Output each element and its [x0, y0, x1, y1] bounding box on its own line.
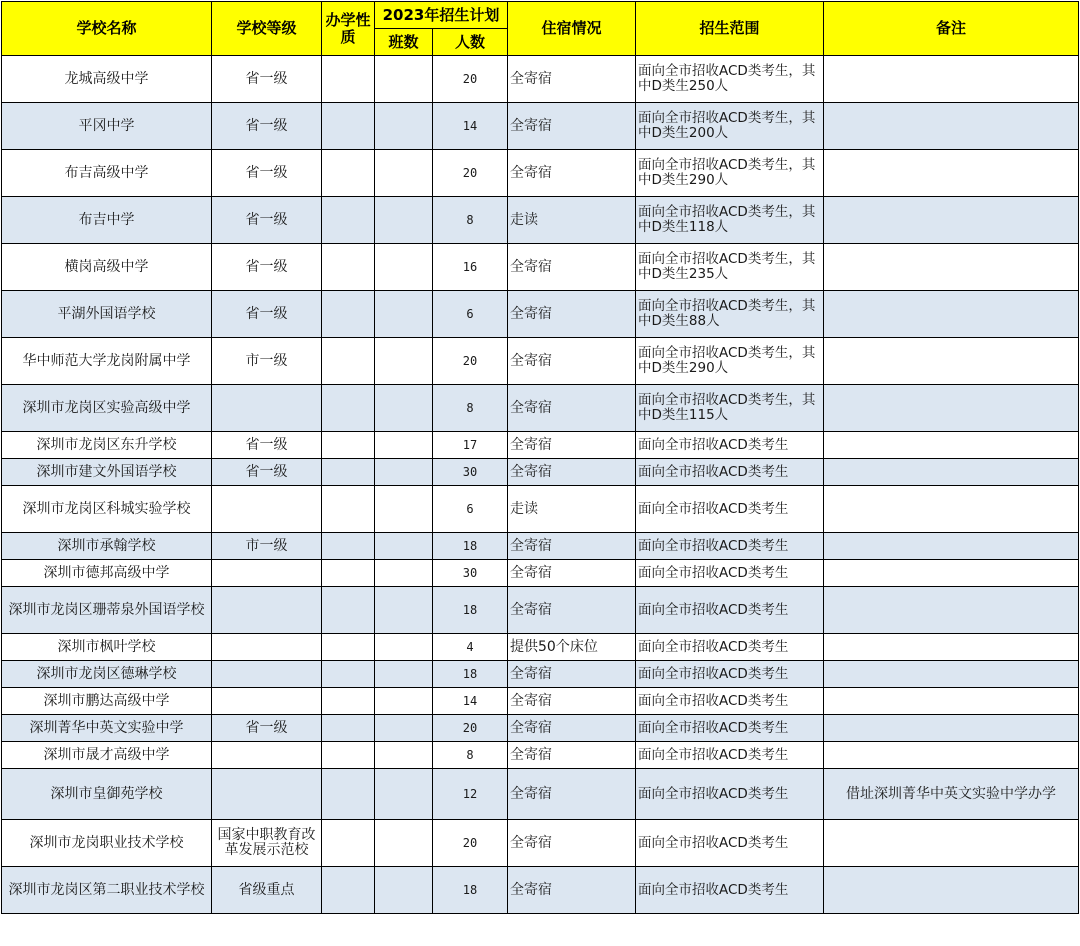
nature-cell: [322, 634, 375, 661]
boarding-cell: 全寄宿: [508, 244, 636, 291]
scope-cell: 面向全市招收ACD类考生: [636, 867, 824, 914]
school-level-cell: 省一级: [212, 291, 322, 338]
remarks-cell: [824, 486, 1079, 533]
boarding-cell: 全寄宿: [508, 56, 636, 103]
scope-cell: 面向全市招收ACD类考生: [636, 715, 824, 742]
school-name-cell: 深圳市建文外国语学校: [2, 459, 212, 486]
classes-cell: [375, 867, 433, 914]
table-row: [2, 459, 1079, 486]
people-cell: 16: [433, 244, 508, 291]
people-cell: 18: [433, 533, 508, 560]
boarding-cell: 全寄宿: [508, 688, 636, 715]
school-level-cell: 省一级: [212, 197, 322, 244]
people-cell: 6: [433, 291, 508, 338]
people-cell: 20: [433, 820, 508, 867]
remarks-cell: [824, 634, 1079, 661]
scope-cell: 面向全市招收ACD类考生: [636, 459, 824, 486]
scope-cell: 面向全市招收ACD类考生，其中D类生115人: [636, 385, 824, 432]
school-name-cell: 深圳市龙岗区东升学校: [2, 432, 212, 459]
people-cell: 18: [433, 661, 508, 688]
table-row: [2, 560, 1079, 587]
table-row: [2, 820, 1079, 867]
school-name-cell: 深圳菁华中英文实验中学: [2, 715, 212, 742]
table-row: [2, 634, 1079, 661]
school-level-cell: [212, 560, 322, 587]
school-name-cell: 平湖外国语学校: [2, 291, 212, 338]
people-cell: 30: [433, 459, 508, 486]
people-cell: 17: [433, 432, 508, 459]
classes-cell: [375, 244, 433, 291]
school-level-cell: 省一级: [212, 150, 322, 197]
scope-cell: 面向全市招收ACD类考生: [636, 769, 824, 820]
scope-cell: 面向全市招收ACD类考生，其中D类生88人: [636, 291, 824, 338]
school-level-cell: [212, 769, 322, 820]
people-cell: 18: [433, 587, 508, 634]
nature-cell: [322, 688, 375, 715]
boarding-cell: 全寄宿: [508, 150, 636, 197]
nature-cell: [322, 103, 375, 150]
classes-cell: [375, 338, 433, 385]
boarding-cell: 全寄宿: [508, 291, 636, 338]
table-row: [2, 769, 1079, 820]
school-name-cell: 深圳市龙岗职业技术学校: [2, 820, 212, 867]
boarding-cell: 走读: [508, 197, 636, 244]
nature-cell: [322, 661, 375, 688]
school-level-cell: 省级重点: [212, 867, 322, 914]
school-name-cell: 深圳市皇御苑学校: [2, 769, 212, 820]
remarks-cell: [824, 103, 1079, 150]
nature-cell: [322, 715, 375, 742]
school-name-cell: 深圳市龙岗区实验高级中学: [2, 385, 212, 432]
boarding-cell: 全寄宿: [508, 769, 636, 820]
remarks-cell: [824, 432, 1079, 459]
school-name-cell: 华中师范大学龙岗附属中学: [2, 338, 212, 385]
remarks-cell: [824, 197, 1079, 244]
remarks-cell: [824, 742, 1079, 769]
header-boarding: 住宿情况: [508, 2, 636, 56]
classes-cell: [375, 432, 433, 459]
nature-cell: [322, 486, 375, 533]
people-cell: 18: [433, 867, 508, 914]
scope-cell: 面向全市招收ACD类考生: [636, 688, 824, 715]
school-name-cell: 深圳市德邦高级中学: [2, 560, 212, 587]
people-cell: 20: [433, 715, 508, 742]
header-nature: 办学性质: [322, 2, 375, 56]
classes-cell: [375, 661, 433, 688]
scope-cell: 面向全市招收ACD类考生: [636, 634, 824, 661]
nature-cell: [322, 244, 375, 291]
school-name-cell: 龙城高级中学: [2, 56, 212, 103]
school-name-cell: 深圳市晟才高级中学: [2, 742, 212, 769]
boarding-cell: 全寄宿: [508, 338, 636, 385]
scope-cell: 面向全市招收ACD类考生: [636, 820, 824, 867]
school-level-cell: [212, 688, 322, 715]
remarks-cell: [824, 56, 1079, 103]
remarks-cell: [824, 560, 1079, 587]
school-level-cell: 省一级: [212, 715, 322, 742]
remarks-cell: [824, 533, 1079, 560]
school-level-cell: 市一级: [212, 338, 322, 385]
remarks-cell: [824, 688, 1079, 715]
classes-cell: [375, 820, 433, 867]
boarding-cell: 全寄宿: [508, 820, 636, 867]
people-cell: 20: [433, 150, 508, 197]
table-row: [2, 486, 1079, 533]
header-scope: 招生范围: [636, 2, 824, 56]
table-row: [2, 688, 1079, 715]
scope-cell: 面向全市招收ACD类考生: [636, 533, 824, 560]
school-level-cell: [212, 385, 322, 432]
boarding-cell: 全寄宿: [508, 661, 636, 688]
header-school-level: 学校等级: [212, 2, 322, 56]
scope-cell: 面向全市招收ACD类考生: [636, 661, 824, 688]
table-row: [2, 661, 1079, 688]
people-cell: 12: [433, 769, 508, 820]
boarding-cell: 全寄宿: [508, 742, 636, 769]
people-cell: 4: [433, 634, 508, 661]
school-name-cell: 横岗高级中学: [2, 244, 212, 291]
people-cell: 20: [433, 338, 508, 385]
people-cell: 14: [433, 688, 508, 715]
classes-cell: [375, 459, 433, 486]
nature-cell: [322, 742, 375, 769]
school-name-cell: 深圳市龙岗区珊蒂泉外国语学校: [2, 587, 212, 634]
boarding-cell: 全寄宿: [508, 587, 636, 634]
people-cell: 20: [433, 56, 508, 103]
scope-cell: 面向全市招收ACD类考生，其中D类生250人: [636, 56, 824, 103]
nature-cell: [322, 338, 375, 385]
remarks-cell: [824, 459, 1079, 486]
table-row: [2, 244, 1079, 291]
classes-cell: [375, 688, 433, 715]
nature-cell: [322, 587, 375, 634]
scope-cell: 面向全市招收ACD类考生: [636, 742, 824, 769]
scope-cell: 面向全市招收ACD类考生: [636, 587, 824, 634]
nature-cell: [322, 459, 375, 486]
remarks-cell: 借址深圳菁华中英文实验中学办学: [824, 769, 1079, 820]
boarding-cell: 全寄宿: [508, 432, 636, 459]
table-row: [2, 385, 1079, 432]
boarding-cell: 全寄宿: [508, 533, 636, 560]
remarks-cell: [824, 291, 1079, 338]
remarks-cell: [824, 715, 1079, 742]
boarding-cell: 全寄宿: [508, 867, 636, 914]
scope-cell: 面向全市招收ACD类考生，其中D类生200人: [636, 103, 824, 150]
header-plan-group: 2023年招生计划: [375, 2, 508, 29]
school-level-cell: [212, 661, 322, 688]
school-name-cell: 深圳市鹏达高级中学: [2, 688, 212, 715]
school-name-cell: 深圳市承翰学校: [2, 533, 212, 560]
school-level-cell: 省一级: [212, 56, 322, 103]
classes-cell: [375, 742, 433, 769]
school-name-cell: 深圳市龙岗区科城实验学校: [2, 486, 212, 533]
table-row: [2, 56, 1079, 103]
scope-cell: 面向全市招收ACD类考生，其中D类生118人: [636, 197, 824, 244]
table-row: [2, 533, 1079, 560]
table-row: [2, 742, 1079, 769]
remarks-cell: [824, 587, 1079, 634]
boarding-cell: 走读: [508, 486, 636, 533]
school-name-cell: 深圳市龙岗区第二职业技术学校: [2, 867, 212, 914]
classes-cell: [375, 587, 433, 634]
remarks-cell: [824, 385, 1079, 432]
table-row: [2, 197, 1079, 244]
nature-cell: [322, 867, 375, 914]
people-cell: 6: [433, 486, 508, 533]
nature-cell: [322, 533, 375, 560]
table-row: [2, 432, 1079, 459]
classes-cell: [375, 715, 433, 742]
classes-cell: [375, 769, 433, 820]
school-level-cell: [212, 634, 322, 661]
scope-cell: 面向全市招收ACD类考生: [636, 432, 824, 459]
classes-cell: [375, 291, 433, 338]
remarks-cell: [824, 867, 1079, 914]
enrollment-table: [1, 1, 1079, 914]
remarks-cell: [824, 338, 1079, 385]
boarding-cell: 全寄宿: [508, 103, 636, 150]
school-level-cell: [212, 486, 322, 533]
classes-cell: [375, 150, 433, 197]
people-cell: 8: [433, 197, 508, 244]
header-classes: 班数: [375, 29, 433, 56]
boarding-cell: 全寄宿: [508, 560, 636, 587]
scope-cell: 面向全市招收ACD类考生，其中D类生235人: [636, 244, 824, 291]
table-row: [2, 150, 1079, 197]
header-people: 人数: [433, 29, 508, 56]
remarks-cell: [824, 820, 1079, 867]
remarks-cell: [824, 661, 1079, 688]
school-level-cell: [212, 742, 322, 769]
classes-cell: [375, 103, 433, 150]
school-level-cell: [212, 587, 322, 634]
people-cell: 8: [433, 385, 508, 432]
scope-cell: 面向全市招收ACD类考生，其中D类生290人: [636, 150, 824, 197]
classes-cell: [375, 560, 433, 587]
school-level-cell: 省一级: [212, 103, 322, 150]
nature-cell: [322, 769, 375, 820]
people-cell: 30: [433, 560, 508, 587]
school-name-cell: 布吉高级中学: [2, 150, 212, 197]
school-level-cell: 省一级: [212, 432, 322, 459]
classes-cell: [375, 197, 433, 244]
school-level-cell: 国家中职教育改革发展示范校: [212, 820, 322, 867]
table-row: [2, 338, 1079, 385]
boarding-cell: 全寄宿: [508, 459, 636, 486]
school-name-cell: 深圳市龙岗区德琳学校: [2, 661, 212, 688]
nature-cell: [322, 197, 375, 244]
remarks-cell: [824, 244, 1079, 291]
table-row: [2, 587, 1079, 634]
boarding-cell: 全寄宿: [508, 715, 636, 742]
nature-cell: [322, 560, 375, 587]
classes-cell: [375, 486, 433, 533]
header-remarks: 备注: [824, 2, 1079, 56]
people-cell: 14: [433, 103, 508, 150]
nature-cell: [322, 385, 375, 432]
boarding-cell: 全寄宿: [508, 385, 636, 432]
table-row: [2, 291, 1079, 338]
table-row: [2, 103, 1079, 150]
classes-cell: [375, 56, 433, 103]
boarding-cell: 提供50个床位: [508, 634, 636, 661]
school-level-cell: 省一级: [212, 459, 322, 486]
table-row: [2, 715, 1079, 742]
classes-cell: [375, 385, 433, 432]
remarks-cell: [824, 150, 1079, 197]
people-cell: 8: [433, 742, 508, 769]
nature-cell: [322, 820, 375, 867]
header-school-name: 学校名称: [2, 2, 212, 56]
scope-cell: 面向全市招收ACD类考生: [636, 486, 824, 533]
nature-cell: [322, 150, 375, 197]
table-row: [2, 867, 1079, 914]
nature-cell: [322, 432, 375, 459]
nature-cell: [322, 56, 375, 103]
school-level-cell: 省一级: [212, 244, 322, 291]
school-level-cell: 市一级: [212, 533, 322, 560]
school-name-cell: 布吉中学: [2, 197, 212, 244]
nature-cell: [322, 291, 375, 338]
school-name-cell: 平冈中学: [2, 103, 212, 150]
scope-cell: 面向全市招收ACD类考生，其中D类生290人: [636, 338, 824, 385]
scope-cell: 面向全市招收ACD类考生: [636, 560, 824, 587]
classes-cell: [375, 634, 433, 661]
school-name-cell: 深圳市枫叶学校: [2, 634, 212, 661]
classes-cell: [375, 533, 433, 560]
